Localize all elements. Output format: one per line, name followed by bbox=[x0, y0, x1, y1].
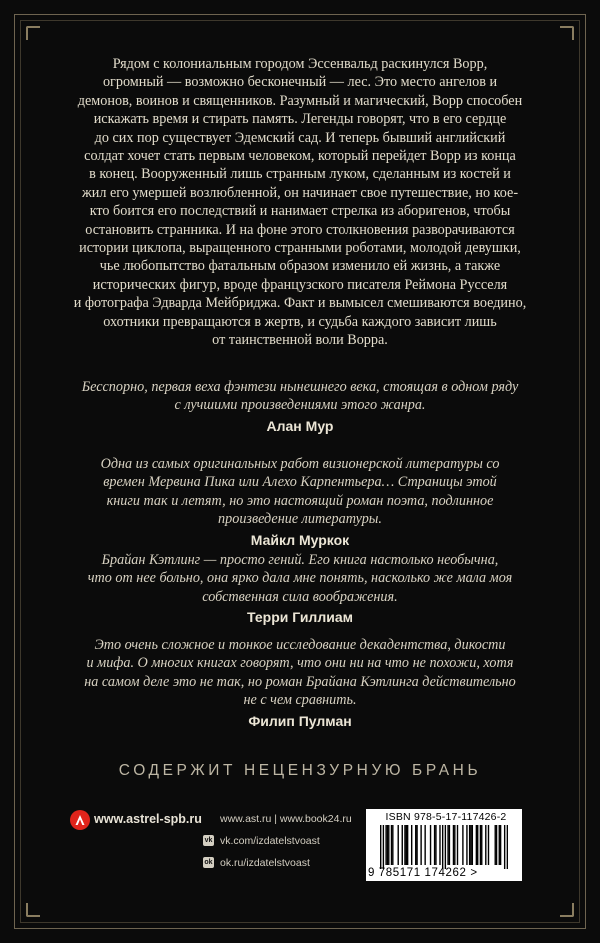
publisher-links bbox=[203, 811, 352, 877]
ean-barcode bbox=[380, 825, 508, 869]
blurb-quote bbox=[58, 455, 542, 550]
blurb-quote bbox=[58, 551, 542, 627]
barcode-bar bbox=[495, 825, 496, 865]
barcode-bar bbox=[449, 825, 450, 865]
barcode-bar bbox=[402, 825, 403, 865]
barcode-bar bbox=[442, 825, 443, 869]
barcode-bar bbox=[476, 825, 477, 865]
barcode-bar bbox=[385, 825, 386, 865]
sites-link-text: www.ast.ru | www.book24.ru bbox=[220, 812, 352, 825]
vk-icon: vk bbox=[204, 837, 213, 844]
quote-text: Бесспорно, первая веха фэнтези нынешнего века, стоящая в одном ряду с лучшими произведениями этого жанра. bbox=[81, 379, 519, 414]
isbn-text: ISBN 978-5-17-117426-2 bbox=[385, 811, 507, 823]
barcode-bar bbox=[504, 825, 505, 869]
barcode-bar bbox=[387, 825, 388, 865]
corner-ornament-bottom-left bbox=[26, 903, 40, 917]
barcode-bar bbox=[391, 825, 392, 865]
barcode-bar bbox=[500, 825, 501, 865]
barcode-bar bbox=[462, 825, 463, 865]
barcode-bar bbox=[466, 825, 467, 865]
astrel-logo-icon bbox=[70, 810, 90, 830]
barcode-bar bbox=[445, 825, 446, 869]
blurb-quote bbox=[58, 378, 542, 436]
barcode-bar bbox=[430, 825, 431, 865]
vk-link[interactable] bbox=[203, 833, 352, 848]
quote-text: Брайан Кэтлинг — просто гений. Его книга настолько необычна, что от нее больно, она ярко дала мне понять, насколько же мала моя собственная сила воображения. bbox=[87, 552, 513, 605]
quote-author: Филип Пулман bbox=[248, 712, 352, 729]
quote-author: Майкл Муркок bbox=[250, 531, 350, 548]
barcode-label bbox=[366, 809, 522, 881]
barcode-bar bbox=[435, 825, 436, 865]
synopsis-block bbox=[58, 55, 542, 350]
barcode-bar bbox=[424, 825, 425, 865]
barcode-bar bbox=[420, 825, 421, 865]
corner-ornament-bottom-right bbox=[560, 903, 574, 917]
barcode-bar bbox=[415, 825, 416, 865]
barcode-bar bbox=[469, 825, 470, 865]
ok-link-text: ok.ru/izdatelstvoast bbox=[220, 856, 310, 869]
barcode-bar bbox=[477, 825, 478, 865]
barcode-bar bbox=[411, 825, 412, 865]
barcode-bar bbox=[407, 825, 408, 865]
odnoklassniki-icon: ok bbox=[204, 859, 213, 866]
barcode-bar bbox=[380, 825, 381, 869]
barcode-bar bbox=[392, 825, 393, 865]
publisher-site-link[interactable]: www.astrel-spb.ru bbox=[94, 812, 202, 826]
vk-link-text: vk.com/izdatelstvoast bbox=[220, 834, 320, 847]
barcode-bar bbox=[496, 825, 497, 865]
barcode-bar bbox=[472, 825, 473, 865]
barcode-bar bbox=[404, 825, 405, 865]
barcode-bar bbox=[453, 825, 454, 865]
ok-link[interactable] bbox=[203, 855, 352, 870]
barcode-bar bbox=[454, 825, 455, 865]
corner-ornament-top-right bbox=[560, 26, 574, 40]
barcode-bar bbox=[488, 825, 489, 865]
barcode-bar bbox=[398, 825, 399, 865]
barcode-bar bbox=[383, 825, 384, 869]
barcode-bar bbox=[481, 825, 482, 865]
barcode-bar bbox=[416, 825, 417, 865]
corner-ornament-top-left bbox=[26, 26, 40, 40]
sites-link[interactable] bbox=[203, 811, 352, 826]
barcode-bar bbox=[388, 825, 389, 865]
synopsis-text: Рядом с колониальным городом Эссенвальд раскинулся Ворр, огромный — возможно бесконечный — лес. Это место ангелов и демонов, воинов и священников. Разумный и магический, Ворр способен искажать время и стирать память. Легенды говорят, что в его сердце до сих пор существует Эдемский сад. И теперь бывший английский солдат хочет стать первым человеком, который перейдет Ворр из конца в конец. Вооруженный лишь странным луком, сделанным из костей и жил его умершей возлюбленной, он начинает свое путешествие, но кое- кто боится его последствий и нанимает стрелка из аборигенов, чтобы остановить странника. И на фоне этого столкновения разворачиваются истории циклопа, выращенного странными роботами, молодой девушки, чье любопытство фатальным образом изменило ей жизнь, а также исторических фигур, вроде французского писателя Реймона Русселя и фотографа Эдварда Мейбриджа. Факт и вымысел смешиваются воедино, охотники превращаются в жертв, и судьба каждого зависит лишь от таинственной воли Ворра. bbox=[73, 56, 527, 349]
barcode-bar bbox=[406, 825, 407, 865]
barcode-bar bbox=[439, 825, 440, 865]
barcode-bar bbox=[485, 825, 486, 865]
quote-text: Это очень сложное и тонкое исследование декадентства, дикости и мифа. О многих книгах говорят, что они ни на что не похожи, хотя на самом деле это не так, но роман Брайана Кэтлинга действительно не с чем сравнить. bbox=[84, 637, 516, 709]
barcode-bar bbox=[434, 825, 435, 865]
barcode-digits: 9 785171 174262 > bbox=[368, 867, 478, 879]
barcode-bar bbox=[447, 825, 448, 865]
blurb-quote bbox=[58, 636, 542, 731]
barcode-bar bbox=[480, 825, 481, 865]
quote-text: Одна из самых оригинальных работ визионерской литературы со времен Мервина Пика или Алехо Карпентьера… Страницы этой книги так и летят, но это настоящий роман поэта, подлинное произведение литературы. bbox=[100, 456, 500, 528]
content-warning: СОДЕРЖИТ НЕЦЕНЗУРНУЮ БРАНЬ bbox=[118, 762, 482, 779]
quote-author: Терри Гиллиам bbox=[247, 609, 353, 626]
barcode-bar bbox=[457, 825, 458, 865]
barcode-bar bbox=[470, 825, 471, 865]
quote-author: Алан Мур bbox=[266, 417, 334, 434]
barcode-bar bbox=[507, 825, 508, 869]
barcode-bar bbox=[499, 825, 500, 865]
